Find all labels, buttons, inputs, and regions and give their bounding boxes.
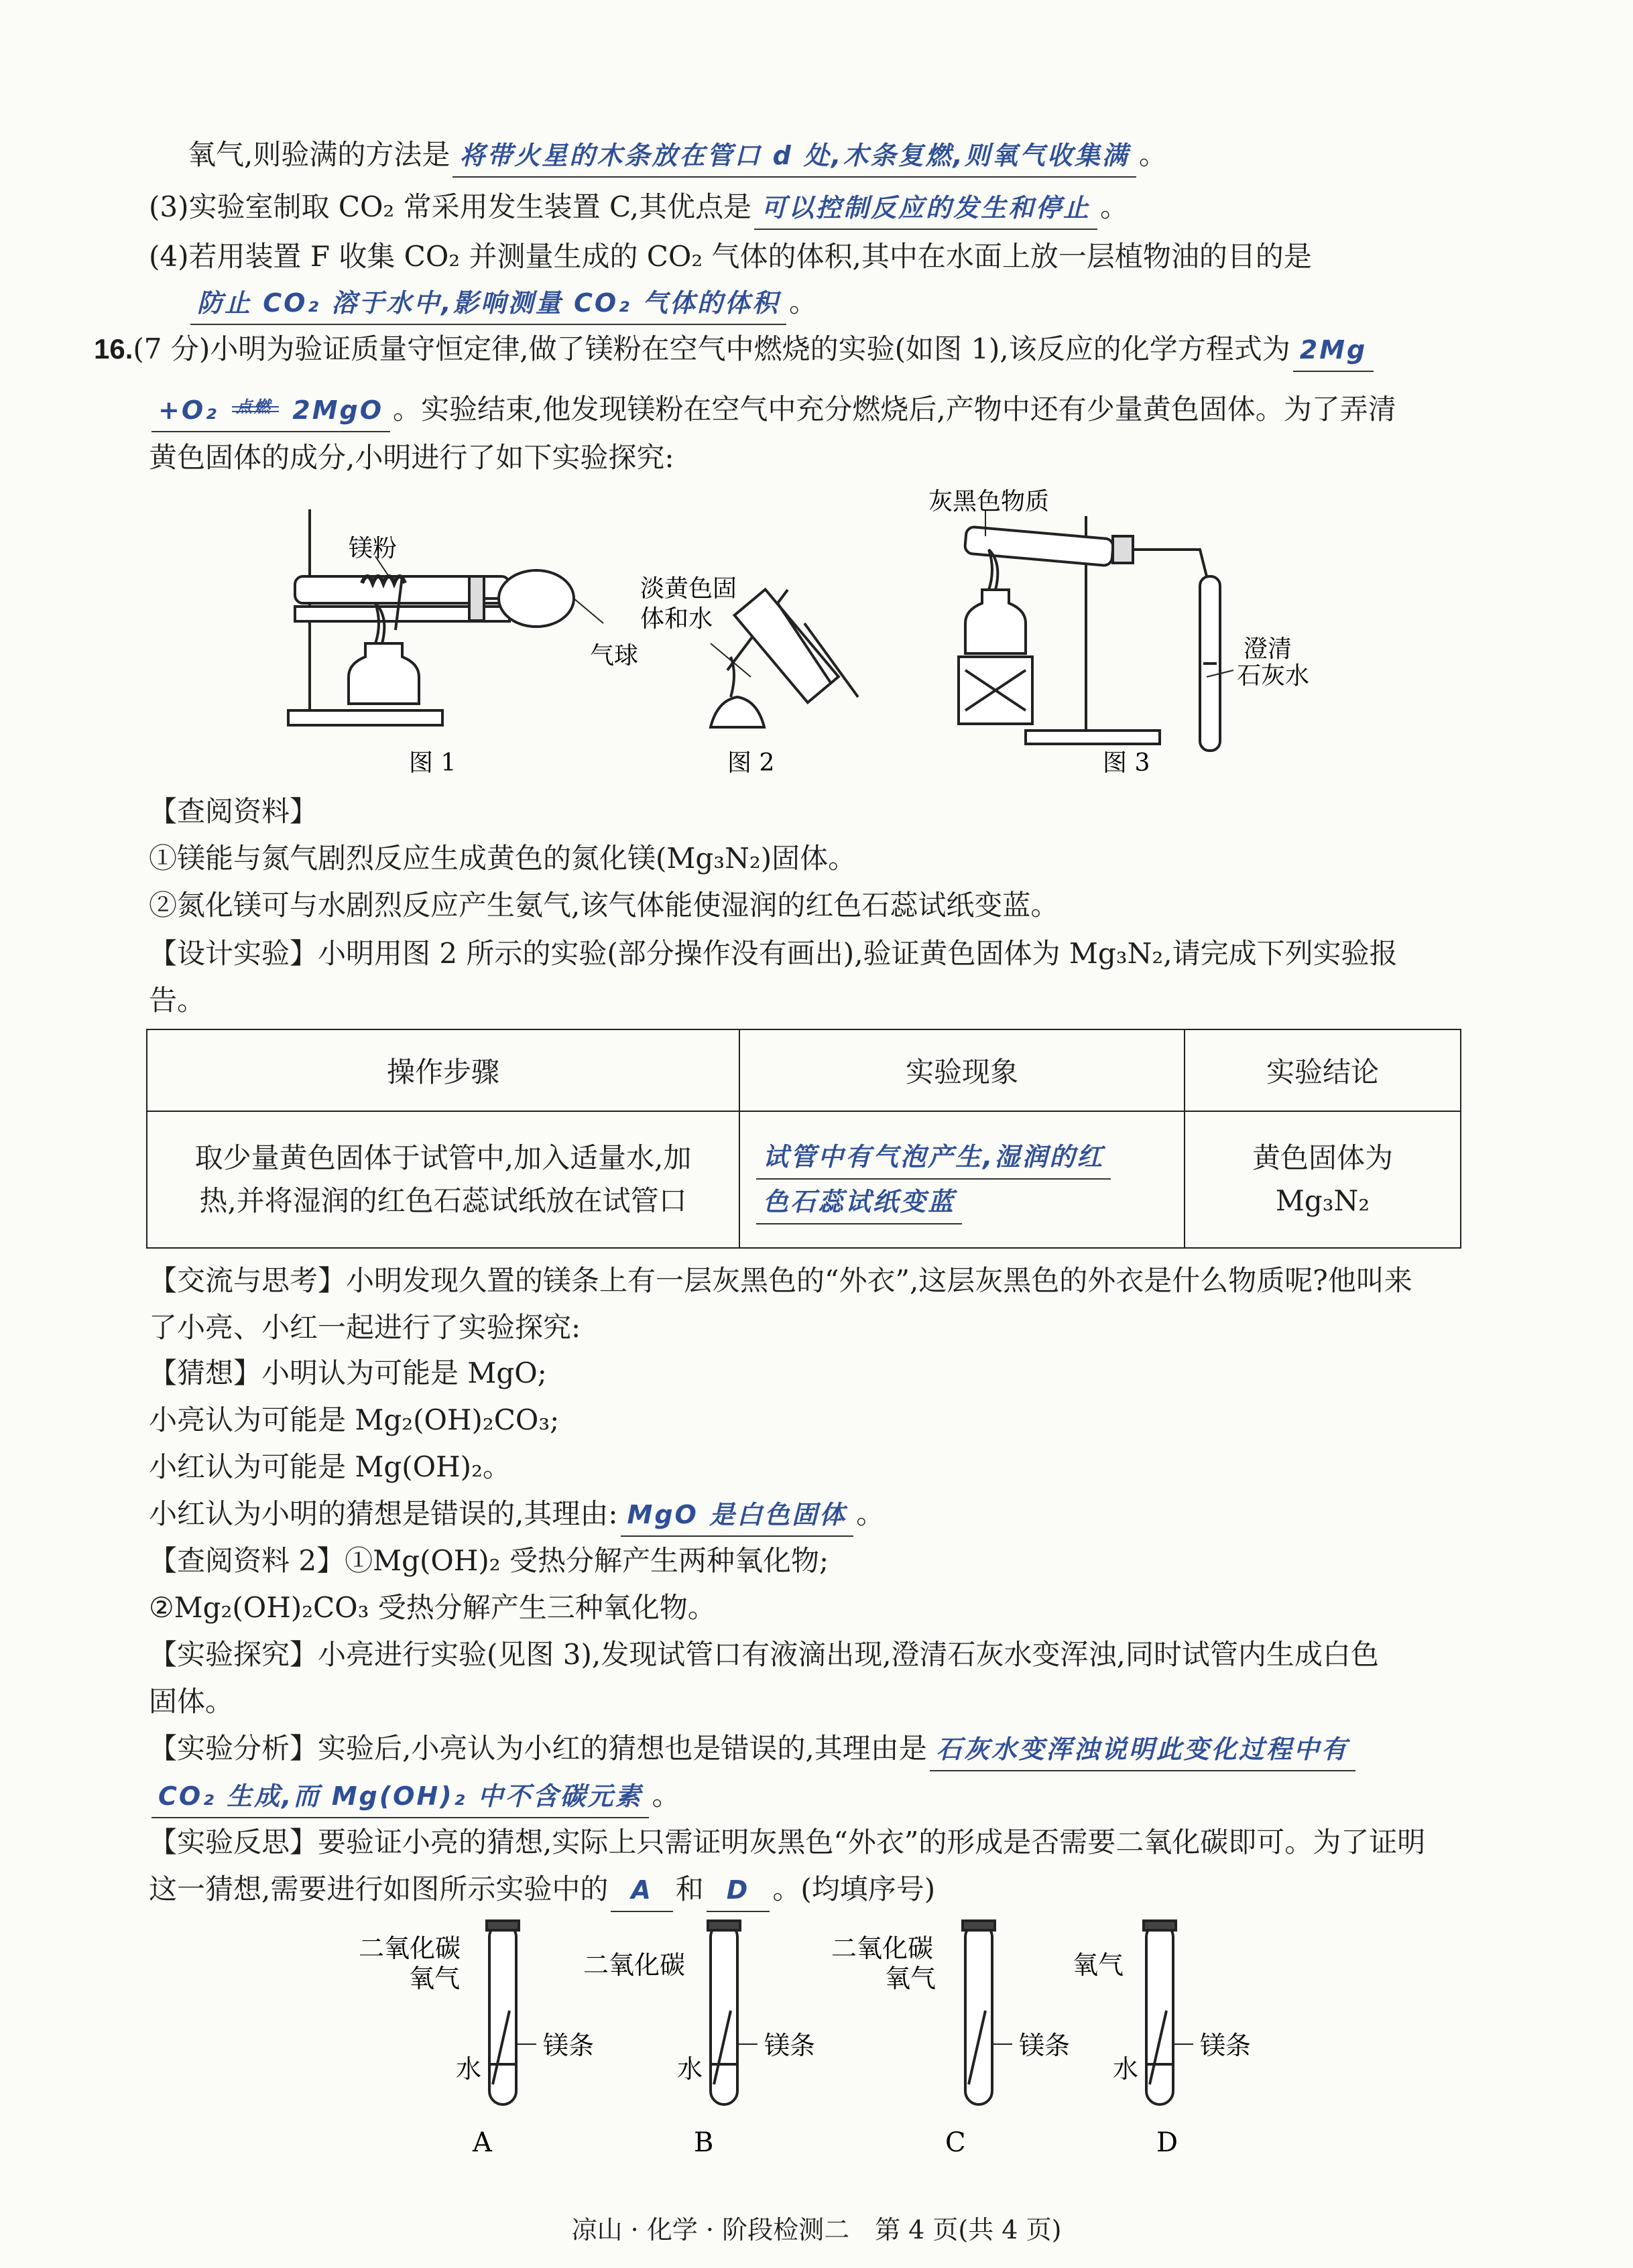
tube-c-o2: 氧气: [885, 1964, 936, 1993]
eq-condition: 点燃: [236, 397, 273, 416]
info1-item1: ①镁能与氮气剧烈反应生成黄色的氮化镁(Mg₃N₂)固体。: [149, 842, 857, 875]
tube-a-co2: 二氧化碳: [359, 1934, 461, 1963]
answer-q15-oil-purpose: 防止 CO₂ 溶于水中,影响测量 CO₂ 气体的体积: [190, 282, 786, 325]
step-line2: 热,并将湿润的红色石蕊试纸放在试管口: [199, 1184, 687, 1217]
reason-text: 小红认为小明的猜想是错误的,其理由:: [149, 1497, 618, 1530]
conclusion-line2: Mg₃N₂: [1275, 1184, 1370, 1217]
tube-b-water: 水: [677, 2054, 703, 2084]
eq-mgo: 2MgO: [292, 395, 384, 425]
tube-d-label: D: [1156, 2127, 1178, 2158]
fig2-caption: 图 2: [727, 749, 775, 777]
explore-line1: 【实验探究】小亮进行实验(见图 3),发现试管口有液滴出现,澄清石灰水变浑浊,同时试管内生成白色: [149, 1638, 1379, 1671]
fig2-label-a: 淡黄色固: [640, 575, 737, 603]
step-line1: 取少量黄色固体于试管中,加入适量水,加: [194, 1141, 692, 1174]
fig3-label-b: 石灰水: [1237, 662, 1310, 690]
discussion-line1: 【交流与思考】小明发现久置的镁条上有一层灰黑色的“外衣”,这层灰黑色的外衣是什么物质呢?他叫来: [149, 1264, 1412, 1297]
answer-phenomenon-1: 试管中有气泡产生,湿润的红: [756, 1135, 1111, 1180]
fig1-mg-label: 镁粉: [349, 535, 398, 562]
q15-line3: (4)若用装置 F 收集 CO₂ 并测量生成的 CO₂ 气体的体积,其中在水面上放一层植物油的目的是: [149, 240, 1312, 273]
question-number: 16.: [94, 333, 133, 365]
fig3-caption: 图 3: [1103, 749, 1150, 777]
col-header-phenomenon: 实验现象: [739, 1029, 1185, 1111]
guess-2: 小亮认为可能是 Mg₂(OH)₂CO₃;: [149, 1403, 560, 1436]
tube-a-mg: 镁条: [543, 2031, 595, 2060]
reflection-and: 和: [675, 1873, 704, 1905]
reflection-line1: 【实验反思】要验证小亮的猜想,实际上只需证明灰黑色“外衣”的形成是否需要二氧化碳即可。为了证明: [149, 1826, 1426, 1858]
info1-item2: ②氮化镁可与水剧烈反应产生氨气,该气体能使湿润的红色石蕊试纸变蓝。: [149, 889, 1059, 922]
tube-b-label: B: [694, 2127, 714, 2158]
table-header-row: [147, 1029, 1461, 1111]
fig3-label-a: 澄清: [1244, 635, 1292, 663]
answer-phenomenon-2: 色石蕊试纸变蓝: [756, 1180, 962, 1224]
figure-2-apparatus: [711, 589, 858, 727]
analysis-text: 【实验分析】实验后,小亮认为小红的猜想也是错误的,其理由是: [149, 1732, 927, 1765]
tube-d-o2: 氧气: [1073, 1950, 1124, 1980]
fig1-caption: 图 1: [409, 749, 457, 777]
answer-analysis-2: CO₂ 生成,而 Mg(OH)₂ 中不含碳元素: [152, 1775, 649, 1818]
q15-line2-text: (3)实验室制取 CO₂ 常采用发生装置 C,其优点是: [149, 190, 751, 223]
reflection-post: 。(均填序号): [772, 1873, 936, 1905]
table-row: [147, 1111, 1461, 1248]
q16-intro: (7 分)小明为验证质量守恒定律,做了镁粉在空气中燃烧的实验(如图 1),该反应的化学方程式为: [133, 332, 1290, 365]
punct: 。: [789, 286, 818, 318]
page-footer: 凉山 · 化学 · 阶段检测二 第 4 页(共 4 页): [571, 2215, 1062, 2245]
guess-1: 【猜想】小明认为可能是 MgO;: [149, 1357, 547, 1389]
answer-tube-2: D: [707, 1869, 770, 1912]
cell-conclusion: [1185, 1111, 1461, 1248]
answer-tube-1: A: [611, 1869, 672, 1912]
eq-o2: +O₂: [158, 395, 219, 425]
punct: 。: [1099, 190, 1128, 223]
punct: 。: [1138, 138, 1167, 171]
info2-line1: 【查阅资料 2】①Mg(OH)₂ 受热分解产生两种氧化物;: [149, 1544, 829, 1577]
tube-d-water: 水: [1113, 2054, 1139, 2084]
reflection-line2: [149, 1869, 1490, 1912]
answer-reason: MgO 是白色固体: [621, 1494, 854, 1537]
cell-step: [147, 1111, 739, 1248]
tube-b-co2: 二氧化碳: [583, 1950, 686, 1980]
tube-a-label: A: [473, 2127, 492, 2158]
design-line2: 告。: [149, 984, 206, 1017]
q16-line2-text: 。实验结束,他发现镁粉在空气中充分燃烧后,产物中还有少量黄色固体。为了弄清: [393, 393, 1396, 426]
cell-phenomenon: [739, 1111, 1185, 1248]
tube-a-o2: 氧气: [409, 1964, 461, 1993]
tube-a-water: 水: [456, 2054, 482, 2084]
punct: 。: [652, 1779, 680, 1812]
answer-q15-advantage: 可以控制反应的发生和停止: [754, 187, 1097, 230]
reflection-text: 这一猜想,需要进行如图所示实验中的: [149, 1873, 609, 1905]
experiment-report-table: [146, 1029, 1461, 1249]
analysis-line2: [149, 1775, 1490, 1818]
answer-q15-method: 将带火星的木条放在管口 d 处,木条复燃,则氧气收集满: [452, 135, 1136, 178]
design-line1: 【设计实验】小明用图 2 所示的实验(部分操作没有画出),验证黄色固体为 Mg₃N₂,请完成下列实验报: [149, 937, 1398, 970]
info1-title: 【查阅资料】: [149, 795, 318, 828]
q15-line1-text: 氧气,则验满的方法是: [188, 138, 450, 171]
info2-line2: ②Mg₂(OH)₂CO₃ 受热分解产生三种氧化物。: [149, 1591, 716, 1624]
reason-line: [149, 1493, 1490, 1537]
col-header-conclusion: 实验结论: [1185, 1029, 1461, 1111]
fig3-top-label: 灰黑色物质: [928, 488, 1050, 515]
punct: 。: [856, 1497, 885, 1530]
analysis-line1: [149, 1728, 1490, 1771]
tube-c-mg: 镁条: [1019, 2031, 1071, 2060]
guess-3: 小红认为可能是 Mg(OH)₂。: [149, 1450, 511, 1483]
tube-b-mg: 镁条: [764, 2031, 816, 2060]
tube-d-mg: 镁条: [1200, 2031, 1252, 2060]
figure-3-apparatus: [959, 509, 1233, 751]
figure-1-apparatus: [288, 509, 603, 725]
fig2-label-b: 体和水: [640, 605, 713, 633]
tube-c-co2: 二氧化碳: [831, 1934, 934, 1963]
q16-line3: 黄色固体的成分,小明进行了如下实验探究:: [149, 441, 674, 474]
fig1-balloon-label: 气球: [590, 642, 639, 670]
tube-c-label: C: [945, 2127, 966, 2158]
answer-analysis-1: 石灰水变浑浊说明此变化过程中有: [930, 1728, 1355, 1771]
conclusion-line1: 黄色固体为: [1252, 1141, 1393, 1174]
explore-line2: 固体。: [149, 1685, 234, 1718]
col-header-step: 操作步骤: [147, 1029, 739, 1111]
answer-equation-part1: 2Mg: [1293, 329, 1374, 372]
discussion-line2: 了小亮、小红一起进行了实验探究:: [149, 1311, 581, 1344]
